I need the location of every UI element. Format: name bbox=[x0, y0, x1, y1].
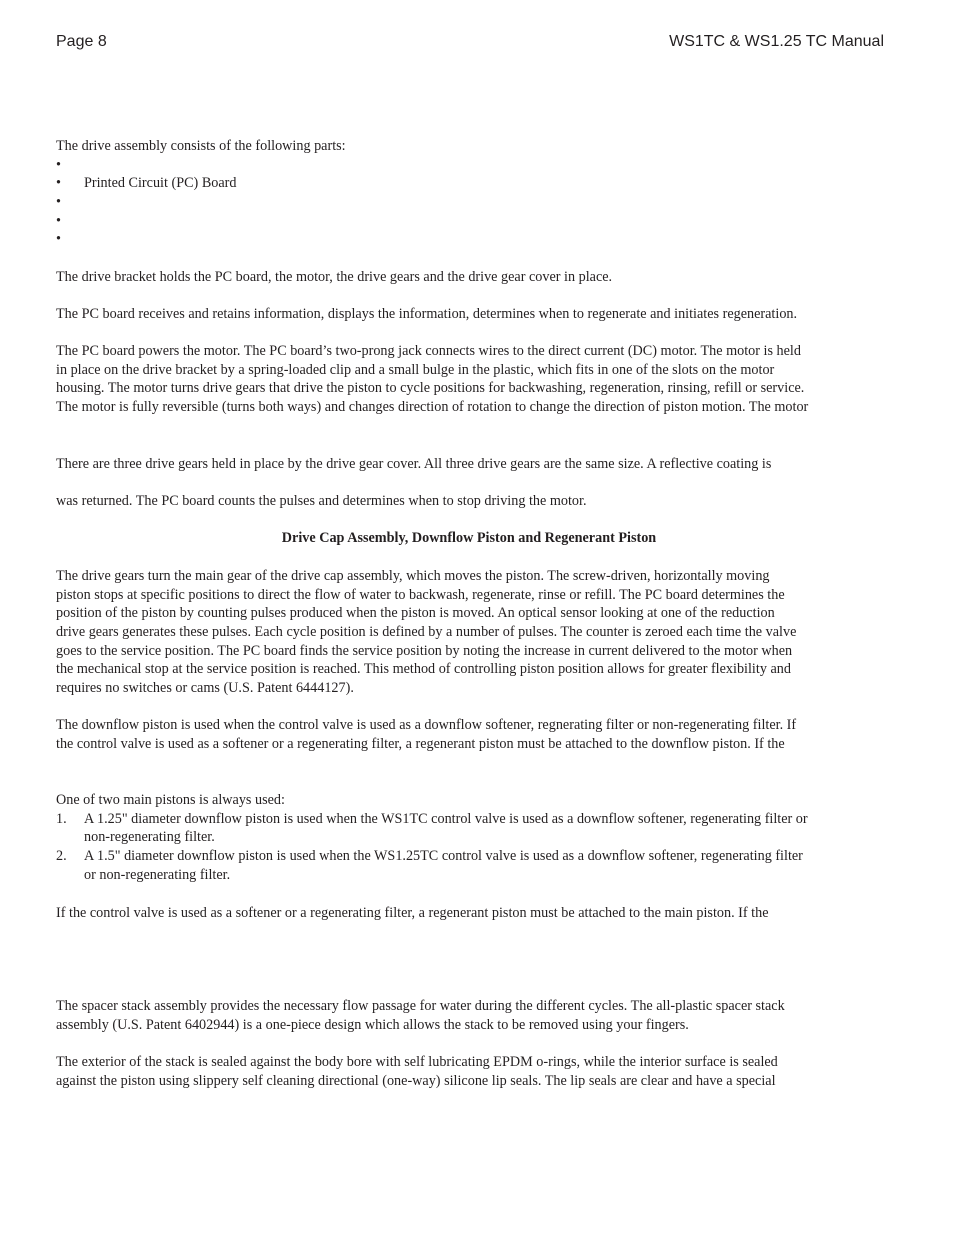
bullet: • bbox=[56, 156, 61, 173]
paragraph-line: The exterior of the stack is sealed against the body bore with self lubricating EPDM o-rings, while the interior surface is sealed bbox=[56, 1054, 778, 1070]
spacer-paragraph bbox=[56, 997, 886, 1034]
item-number: 2. bbox=[56, 848, 67, 865]
numbered-item bbox=[56, 847, 886, 866]
parts-list bbox=[56, 156, 886, 249]
gears-paragraph bbox=[56, 455, 886, 474]
page-number: Page 8 bbox=[56, 33, 107, 50]
regenerant-paragraph bbox=[56, 904, 886, 923]
paragraph-line: The drive gears turn the main gear of the drive cap assembly, which moves the piston. The screw-driven, horizontally moving bbox=[56, 568, 770, 584]
list-item bbox=[56, 174, 886, 193]
paragraph-line: goes to the service position. The PC board finds the service position by noting the increase in current delivered to the motor when bbox=[56, 642, 793, 659]
drivecap-paragraph bbox=[56, 567, 886, 698]
paragraph-line: The PC board receives and retains information, displays the information, determines when to regenerate and initiates regeneration. bbox=[56, 306, 798, 322]
paragraph-line: There are three drive gears held in place by the drive gear cover. All three drive gears are the same size. A reflective coating is bbox=[56, 456, 772, 472]
pcboard-paragraph bbox=[56, 305, 886, 324]
paragraph-line: position of the piston by counting pulses produced when the piston is moved. An optical sensor looking at one of the reduction bbox=[56, 605, 775, 622]
paragraph-line: drive gears generates these pulses. Each cycle position is defined by a number of pulses. The counter is zeroed each time the valve bbox=[56, 624, 797, 641]
paragraph-line: was returned. The PC board counts the pulses and determines when to stop driving the motor. bbox=[56, 493, 587, 509]
paragraph-line: the control valve is used as a softener or a regenerating filter, a regenerant piston must be attached to the downflow piston. If the bbox=[56, 735, 785, 752]
paragraph-line: The drive bracket holds the PC board, the motor, the drive gears and the drive gear cover in place. bbox=[56, 269, 613, 285]
item-text: non-regenerating filter. bbox=[84, 829, 215, 846]
list-item bbox=[56, 230, 886, 249]
paragraph-line: housing. The motor turns drive gears that drive the piston to cycle positions for backwashing, regeneration, rinsing, refill or service. bbox=[56, 380, 805, 397]
list-item bbox=[56, 156, 886, 175]
paragraph-line: requires no switches or cams (U.S. Patent 6444127). bbox=[56, 680, 354, 697]
item-text: A 1.25" diameter downflow piston is used when the WS1TC control valve is used as a downflow softener, regenerating filter or bbox=[84, 810, 808, 827]
paragraph-line: The PC board powers the motor. The PC board’s two-prong jack connects wires to the direct current (DC) motor. The motor is held bbox=[56, 343, 801, 359]
bullet: • bbox=[56, 231, 61, 248]
numbered-item bbox=[56, 810, 886, 829]
exterior-paragraph bbox=[56, 1053, 886, 1090]
item-text: or non-regenerating filter. bbox=[84, 866, 231, 883]
paragraph-line: in place on the drive bracket by a spring-loaded clip and a small bulge in the plastic, which fits in one of the slots on the motor bbox=[56, 361, 775, 378]
bullet: • bbox=[56, 175, 61, 192]
bracket-paragraph bbox=[56, 268, 886, 287]
paragraph-line: the mechanical stop at the service position is reached. This method of controlling piston position allows for greater flexibility and bbox=[56, 661, 791, 678]
list-item bbox=[56, 193, 886, 212]
paragraph-line: The spacer stack assembly provides the necessary flow passage for water during the different cycles. The all-plastic spacer stack bbox=[56, 998, 785, 1014]
intro-paragraph bbox=[56, 137, 886, 156]
main-pistons-section bbox=[56, 791, 886, 884]
paragraph-line: If the control valve is used as a softener or a regenerating filter, a regenerant piston must be attached to the main piston. If the bbox=[56, 905, 769, 921]
paragraph-line: against the piston using slippery self cleaning directional (one-way) silicone lip seals. The lip seals are clear and have a special bbox=[56, 1072, 776, 1089]
numbered-item-cont bbox=[56, 828, 886, 847]
list-item bbox=[56, 212, 886, 231]
item-number: 1. bbox=[56, 810, 67, 827]
motor-paragraph bbox=[56, 342, 886, 417]
intro-text: The drive assembly consists of the following parts: bbox=[56, 138, 346, 154]
paragraph-line: assembly (U.S. Patent 6402944) is a one-piece design which allows the stack to be removed using your fingers. bbox=[56, 1016, 689, 1033]
paragraph-line: piston stops at specific positions to direct the flow of water to backwash, regenerate, rinse or refill. The PC board determines the bbox=[56, 586, 785, 603]
bullet: • bbox=[56, 212, 61, 229]
paragraph-line: The motor is fully reversible (turns both ways) and changes direction of rotation to change the direction of piston motion. The motor bbox=[56, 399, 809, 416]
section-heading: Drive Cap Assembly, Downflow Piston and Regenerant Piston bbox=[281, 530, 657, 546]
downflow-paragraph bbox=[56, 716, 886, 753]
manual-title: WS1TC & WS1.25 TC Manual bbox=[669, 33, 884, 50]
paragraph-line: The downflow piston is used when the control valve is used as a downflow softener, regnerating filter or non-regenerating filter. If bbox=[56, 717, 797, 733]
bullet: • bbox=[56, 194, 61, 211]
list-item-text: Printed Circuit (PC) Board bbox=[84, 175, 237, 192]
main-pistons-intro: One of two main pistons is always used: bbox=[56, 792, 285, 808]
gears-paragraph-cont bbox=[56, 492, 886, 511]
item-text: A 1.5" diameter downflow piston is used when the WS1.25TC control valve is used as a downflow softener, regenerating filter bbox=[84, 848, 803, 865]
numbered-item-cont bbox=[56, 866, 886, 885]
